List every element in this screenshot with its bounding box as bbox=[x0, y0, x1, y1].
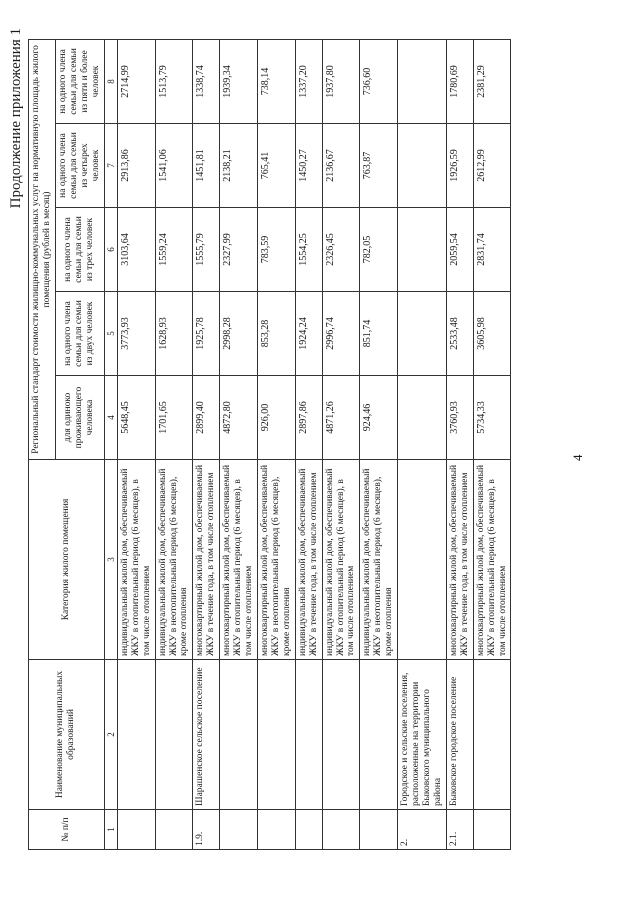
column-number: 3 bbox=[104, 460, 117, 660]
row-number bbox=[220, 810, 258, 850]
cost-value: 1926,59 bbox=[446, 124, 473, 208]
header-sub-6: на одного члена семьи для семьи из трех человек bbox=[55, 208, 104, 292]
municipality-name: Быковское городское поселение bbox=[446, 660, 473, 810]
row-number: 1.9. bbox=[193, 810, 220, 850]
column-number: 8 bbox=[104, 39, 117, 123]
housing-category: индивидуальный жилой дом, обеспечиваемый ЖКУ в отопительный период (6 месяцев), в том числе отоплением bbox=[117, 460, 155, 660]
table-row bbox=[117, 39, 155, 849]
cost-value: 1628,93 bbox=[155, 292, 193, 376]
municipality-name bbox=[155, 660, 193, 810]
cost-value: 2381,29 bbox=[473, 39, 511, 123]
cost-value bbox=[398, 292, 447, 376]
header-sub-5: на одного члена семьи для семьи из двух человек bbox=[55, 292, 104, 376]
housing-category: многоквартирный жилой дом, обеспечиваемый ЖКУ в неотопительный период (6 месяцев), кроме отопления bbox=[258, 460, 296, 660]
row-number bbox=[322, 810, 360, 850]
cost-value: 2612,99 bbox=[473, 124, 511, 208]
cost-value: 4872,80 bbox=[220, 376, 258, 460]
cost-value: 765,41 bbox=[258, 124, 296, 208]
municipality-name: Городское и сельские поселения, расположенные на территории Быковского муниципального района bbox=[398, 660, 447, 810]
cost-value: 853,28 bbox=[258, 292, 296, 376]
municipality-name bbox=[220, 660, 258, 810]
table-row bbox=[473, 39, 511, 849]
cost-value: 4871,26 bbox=[322, 376, 360, 460]
cost-value: 5734,33 bbox=[473, 376, 511, 460]
cost-value: 736,60 bbox=[360, 39, 398, 123]
cost-value: 2533,48 bbox=[446, 292, 473, 376]
row-number: 2. bbox=[398, 810, 447, 850]
cost-value: 2136,67 bbox=[322, 124, 360, 208]
table-row bbox=[193, 39, 220, 849]
cost-value: 1451,81 bbox=[193, 124, 220, 208]
column-number: 5 bbox=[104, 292, 117, 376]
cost-value: 2899,40 bbox=[193, 376, 220, 460]
cost-value: 1937,80 bbox=[322, 39, 360, 123]
cost-value: 2897,86 bbox=[295, 376, 322, 460]
cost-value: 1450,27 bbox=[295, 124, 322, 208]
cost-value bbox=[398, 376, 447, 460]
cost-value: 2059,54 bbox=[446, 208, 473, 292]
header-name: Наименование муниципальных образований bbox=[29, 660, 105, 810]
cost-value: 3760,93 bbox=[446, 376, 473, 460]
housing-category: индивидуальный жилой дом, обеспечиваемый ЖКУ в отопительный период (6 месяцев), в том числе отоплением bbox=[322, 460, 360, 660]
cost-value: 1337,20 bbox=[295, 39, 322, 123]
cost-value: 3605,98 bbox=[473, 292, 511, 376]
cost-value: 2327,99 bbox=[220, 208, 258, 292]
table-row bbox=[360, 39, 398, 849]
cost-value: 2998,28 bbox=[220, 292, 258, 376]
table-row bbox=[446, 39, 473, 849]
table-row bbox=[322, 39, 360, 849]
row-number bbox=[473, 810, 511, 850]
cost-value: 3773,93 bbox=[117, 292, 155, 376]
municipality-name bbox=[360, 660, 398, 810]
housing-cost-table bbox=[28, 39, 511, 850]
column-number: 1 bbox=[104, 810, 117, 850]
cost-value: 2913,86 bbox=[117, 124, 155, 208]
cost-value: 924,46 bbox=[360, 376, 398, 460]
cost-value: 1513,79 bbox=[155, 39, 193, 123]
header-category: Категория жилого помещения bbox=[29, 460, 105, 660]
cost-value: 926,00 bbox=[258, 376, 296, 460]
housing-category: индивидуальный жилой дом, обеспечиваемый ЖКУ в течение года, в том числе отоплением bbox=[295, 460, 322, 660]
housing-category: многоквартирный жилой дом, обеспечиваемый ЖКУ в течение года, в том числе отоплением bbox=[446, 460, 473, 660]
housing-category: многоквартирный жилой дом, обеспечиваемый ЖКУ в отопительный период (6 месяцев), в том числе отоплением bbox=[220, 460, 258, 660]
column-number: 6 bbox=[104, 208, 117, 292]
housing-category: многоквартирный жилой дом, обеспечиваемый ЖКУ в отопительный период (6 месяцев), в том числе отоплением bbox=[473, 460, 511, 660]
cost-value bbox=[398, 208, 447, 292]
cost-value: 2996,74 bbox=[322, 292, 360, 376]
cost-value: 5648,45 bbox=[117, 376, 155, 460]
row-number bbox=[155, 810, 193, 850]
row-number: 2.1. bbox=[446, 810, 473, 850]
column-number: 7 bbox=[104, 124, 117, 208]
header-no: № п/п bbox=[29, 810, 105, 850]
municipality-name bbox=[473, 660, 511, 810]
municipality-name bbox=[322, 660, 360, 810]
cost-value: 851,74 bbox=[360, 292, 398, 376]
column-number: 4 bbox=[104, 376, 117, 460]
cost-value: 783,59 bbox=[258, 208, 296, 292]
column-number-row bbox=[104, 39, 117, 849]
continuation-title: Продолжение приложения 1 bbox=[8, 28, 24, 209]
cost-value: 763,87 bbox=[360, 124, 398, 208]
cost-value: 2326,45 bbox=[322, 208, 360, 292]
row-number bbox=[258, 810, 296, 850]
cost-value: 782,05 bbox=[360, 208, 398, 292]
column-number: 2 bbox=[104, 660, 117, 810]
cost-value: 1554,25 bbox=[295, 208, 322, 292]
cost-value: 1338,74 bbox=[193, 39, 220, 123]
table-row bbox=[220, 39, 258, 849]
header-sub-4: для одиноко проживающего человека bbox=[55, 376, 104, 460]
page-number: 4 bbox=[570, 454, 585, 461]
row-number bbox=[360, 810, 398, 850]
cost-value: 1780,69 bbox=[446, 39, 473, 123]
cost-value: 1555,79 bbox=[193, 208, 220, 292]
header-sub-8: на одного члена семьи для семьи из пяти и более человек bbox=[55, 39, 104, 123]
table-row bbox=[258, 39, 296, 849]
cost-value: 3103,64 bbox=[117, 208, 155, 292]
cost-value: 1925,78 bbox=[193, 292, 220, 376]
housing-category: индивидуальный жилой дом, обеспечиваемый ЖКУ в неотопительный период (6 месяцев), кроме отопления bbox=[360, 460, 398, 660]
housing-category: индивидуальный жилой дом, обеспечиваемый ЖКУ в неотопительный период (6 месяцев), кроме отопления bbox=[155, 460, 193, 660]
cost-value: 2831,74 bbox=[473, 208, 511, 292]
header-sub-7: на одного члена семьи для семьи из четырех человек bbox=[55, 124, 104, 208]
cost-value: 1541,06 bbox=[155, 124, 193, 208]
municipality-name bbox=[258, 660, 296, 810]
cost-value: 1701,65 bbox=[155, 376, 193, 460]
cost-value: 2138,21 bbox=[220, 124, 258, 208]
row-number bbox=[117, 810, 155, 850]
header-standard: Региональный стандарт стоимости жилищно-коммунальных услуг на нормативную площадь жилого помещения (рублей в месяц) bbox=[29, 39, 56, 459]
cost-value: 738,14 bbox=[258, 39, 296, 123]
table-row bbox=[155, 39, 193, 849]
municipality-name: Шарашенское сельское поселение bbox=[193, 660, 220, 810]
housing-category bbox=[398, 460, 447, 660]
housing-category: многоквартирный жилой дом, обеспечиваемый ЖКУ в течение года, в том числе отоплением bbox=[193, 460, 220, 660]
table-row bbox=[398, 39, 447, 849]
cost-value: 1924,24 bbox=[295, 292, 322, 376]
cost-value: 1559,24 bbox=[155, 208, 193, 292]
row-number bbox=[295, 810, 322, 850]
cost-value bbox=[398, 39, 447, 123]
cost-value: 1939,34 bbox=[220, 39, 258, 123]
table-row bbox=[295, 39, 322, 849]
cost-value bbox=[398, 124, 447, 208]
municipality-name bbox=[295, 660, 322, 810]
table-body bbox=[117, 39, 511, 849]
table-header bbox=[29, 39, 118, 849]
cost-value: 2714,99 bbox=[117, 39, 155, 123]
municipality-name bbox=[117, 660, 155, 810]
